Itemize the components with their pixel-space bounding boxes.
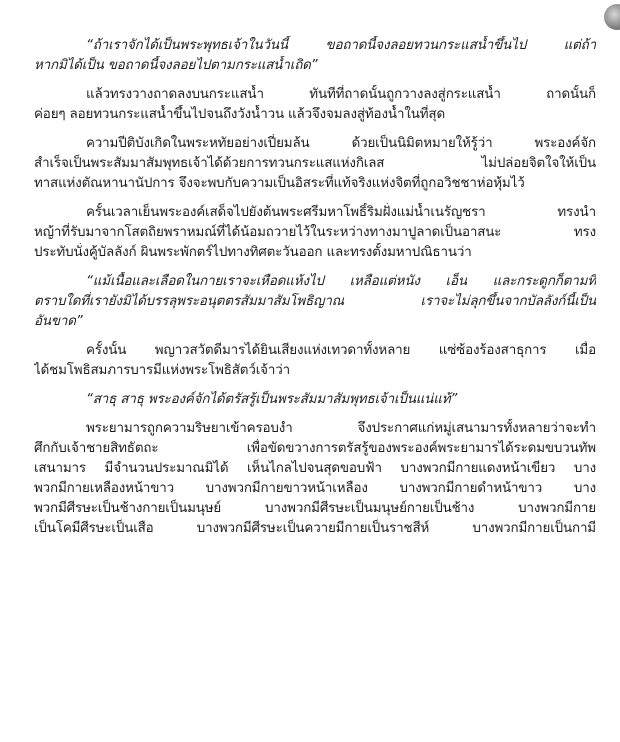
paragraph-line: พวกมีกายเหลืองหน้าขาว บางพวกมีกายขาวหน้าเหลือง บางพวกมีกายดำหน้าขาว บาง [34,481,596,496]
paragraph-line: ทาสแห่งตัณหานานัปการ จึงจะพบกับความเป็นอิสระที่แท้จริงแห่งจิตที่ถูกอวิชชาห่อหุ้มไว้ [34,176,525,191]
paragraph-line: หญ้าที่รับมาจากโสตถิยพราหมณ์ที่ได้น้อมถวายไว้ในระหว่างทางมาปูลาดเป็นอาสนะ ทรง [34,225,596,240]
paragraph-line: เป็นโคมีศีรษะเป็นเสือ บางพวกมีศีรษะเป็นควายมีกายเป็นราชสีห์ บางพวกมีกายเป็นกามี [34,521,596,536]
paragraph-line: เสนามาร มีจำนวนประมาณมิได้ เห็นไกลไปจนสุดขอบฟ้า บางพวกมีกายแดงหน้าเขียว บาง [34,461,596,476]
paragraph-line: พวกมีศีรษะเป็นช้างกายเป็นมนุษย์ บางพวกมีศีรษะเป็นมนุษย์กายเป็นช้าง บางพวกมีกาย [34,501,596,516]
paragraph-line: อันขาด” [34,314,83,329]
paragraph-line: ได้ชมโพธิสมภารบารมีแห่งพระโพธิสัตว์เจ้าว่า [34,363,290,378]
paragraph-line: สำเร็จเป็นพระสัมมาสัมพุทธเจ้าได้ด้วยการทวนกระแสแห่งกิเลส ไม่ปล่อยจิตใจให้เป็น [34,156,596,171]
paragraph-line: ครั้งนั้น พญาวสวัตดีมารได้ยินเสียงแห่งเทวดาทั้งหลาย แซ่ซ้องร้องสาธุการ เมื่อ [86,343,596,358]
paragraph-line: ตราบใดที่เรายังมิได้บรรลุพระอนุตตรสัมมาสัมโพธิญาณ เราจะไม่ลุกขึ้นจากบัลลังก์นี้เป็น [34,294,596,309]
paragraph-line: ศึกกับเจ้าชายสิทธัตถะ เพื่อขัดขวางการตรัสรู้ของพระองค์พระยามารได้ระดมขบวนทัพ [34,441,596,456]
paragraph-line: “ถ้าเราจักได้เป็นพระพุทธเจ้าในวันนี้ ขอถาดนี้จงลอยทวนกระแสน้ำขึ้นไป แต่ถ้า [86,38,596,53]
paragraph-line: “สาธุ สาธุ พระองค์จักได้ตรัสรู้เป็นพระสัมมาสัมพุทธเจ้าเป็นแน่แท้” [86,392,458,407]
paragraph-line: ครั้นเวลาเย็นพระองค์เสด็จไปยังต้นพระศรีมหาโพธิ์ริมฝั่งแม่น้ำเนรัญชรา ทรงนำ [86,205,596,220]
paragraph-line: แล้วทรงวางถาดลงบนกระแสน้ำ ทันทีที่ถาดนั้นถูกวางลงสู่กระแสน้ำ ถาดนั้นก็ [86,87,596,102]
paragraph-line: ความปีติบังเกิดในพระหทัยอย่างเปี่ยมล้น ด้วยเป็นนิมิตหมายให้รู้ว่า พระองค์จัก [86,136,596,151]
paragraph-line: “แม้เนื้อและเลือดในกายเราจะเหือดแห้งไป เหลือแต่หนัง เอ็น และกระดูกก็ตามที [86,274,596,289]
paragraph-line: ประทับนั่งคู้บัลลังก์ ผินพระพักตร์ไปทางทิศตะวันออก และทรงตั้งมหาปณิธานว่า [34,245,472,260]
seal-icon [604,4,620,30]
paragraph-line: พระยามารถูกความริษยาเข้าครอบงำ จึงประกาศแก่หมู่เสนามารทั้งหลายว่าจะทำ [86,421,596,436]
paragraph-line: หากมิได้เป็น ขอถาดนี้จงลอยไปตามกระแสน้ำเถิด” [34,58,318,73]
paragraph-line: ค่อยๆ ลอยทวนกระแสน้ำขึ้นไปจนถึงวังน้ำวน แล้วจึงจมลงสู่ท้องน้ำในที่สุด [34,107,446,122]
body-text [34,36,596,539]
